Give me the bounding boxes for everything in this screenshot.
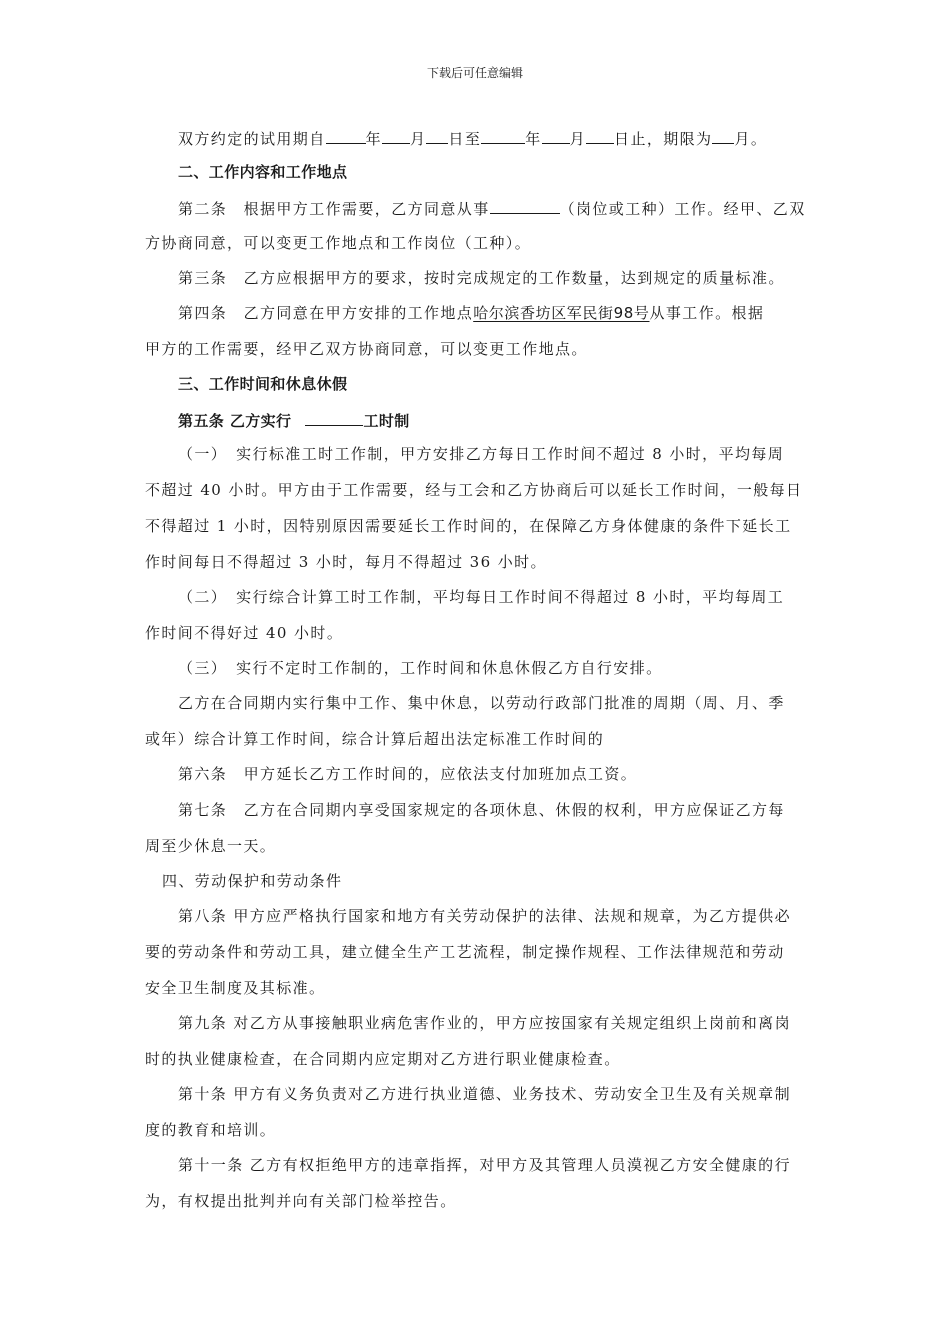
article-2-text-b: （岗位或工种）工作。经甲、乙双 — [559, 200, 806, 218]
item-1-line-2: 不超过 40 小时。甲方由于工作需要，经与工会和乙方协商后可以延长工作时间，一般每日 — [145, 481, 803, 499]
page-header: 下载后可任意编辑 — [426, 66, 523, 80]
item-3: （三） 实行不定时工作制的，工作时间和休息休假乙方自行安排。 — [178, 659, 663, 677]
work-location: 哈尔滨香坊区军民街98号 — [473, 304, 650, 322]
article-11-line-2: 为，有权提出批判并向有关部门检举控告。 — [145, 1192, 457, 1210]
article-4-text-a: 第四条 乙方同意在甲方安排的工作地点 — [178, 304, 474, 322]
article-2-text-a: 第二条 根据甲方工作需要，乙方同意从事 — [178, 200, 490, 218]
probation-text-1: 双方约定的试用期自 — [178, 130, 326, 148]
probation-text-6: 月 — [569, 130, 587, 148]
article-2-line-2: 方协商同意，可以变更工作地点和工作岗位（工种）。 — [145, 234, 532, 252]
item-1-line-4: 作时间每日不得超过 3 小时，每月不得超过 36 小时。 — [145, 553, 547, 571]
probation-text-8: 月。 — [734, 130, 768, 148]
article-4-line-1 — [178, 303, 764, 323]
probation-text-2: 年 — [365, 130, 383, 148]
article-2-line-1 — [178, 197, 806, 219]
blank-work-hours-system — [305, 409, 363, 426]
item-1-line-1: （一） 实行标准工时工作制，甲方安排乙方每日工作时间不超过 8 小时，平均每周 — [178, 445, 785, 463]
article-5 — [178, 409, 410, 431]
blank-position — [490, 197, 560, 214]
article-3: 第三条 乙方应根据甲方的要求，按时完成规定的工作数量，达到规定的质量标准。 — [178, 269, 785, 287]
article-8-line-3: 安全卫生制度及其标准。 — [145, 979, 326, 997]
blank-start-year — [326, 127, 366, 144]
probation-text-3: 月 — [410, 130, 427, 148]
article-6: 第六条 甲方延长乙方工作时间的，应依法支付加班加点工资。 — [178, 765, 638, 783]
article-7-line-1: 第七条 乙方在合同期内享受国家规定的各项休息、休假的权利，甲方应保证乙方每 — [178, 801, 785, 819]
article-5-text-b: 工时制 — [363, 412, 410, 430]
probation-text-5: 年 — [525, 130, 542, 148]
article-7-line-2: 周至少休息一天。 — [145, 837, 277, 855]
article-8-line-2: 要的劳动条件和劳动工具，建立健全生产工艺流程，制定操作规程、工作法律规范和劳动 — [145, 943, 785, 961]
probation-clause — [178, 127, 767, 149]
blank-end-day — [586, 127, 614, 144]
blank-end-month — [542, 127, 570, 144]
section-3-heading: 三、工作时间和休息休假 — [178, 375, 348, 393]
section-2-heading: 二、工作内容和工作地点 — [178, 163, 348, 181]
article-9-line-1: 第九条 对乙方从事接触职业病危害作业的，甲方应按国家有关规定组织上岗前和离岗 — [178, 1014, 791, 1032]
probation-text-4: 日至 — [448, 130, 482, 148]
article-9-line-2: 时的执业健康检查，在合同期内应定期对乙方进行职业健康检查。 — [145, 1050, 621, 1068]
concentrated-line-2: 或年）综合计算工作时间，综合计算后超出法定标准工作时间的 — [145, 730, 605, 748]
blank-period-months — [712, 127, 734, 144]
section-4-heading: 四、劳动保护和劳动条件 — [162, 872, 343, 890]
article-10-line-2: 度的教育和培训。 — [145, 1121, 277, 1139]
blank-start-month — [382, 127, 410, 144]
item-1-line-3: 不得超过 1 小时，因特别原因需要延长工作时间的，在保障乙方身体健康的条件下延长工 — [145, 517, 792, 535]
article-11-line-1: 第十一条 乙方有权拒绝甲方的违章指挥，对甲方及其管理人员漠视乙方安全健康的行 — [178, 1156, 791, 1174]
article-10-line-1: 第十条 甲方有义务负责对乙方进行执业道德、业务技术、劳动安全卫生及有关规章制 — [178, 1085, 791, 1103]
blank-end-year — [481, 127, 525, 144]
concentrated-line-1: 乙方在合同期内实行集中工作、集中休息，以劳动行政部门批准的周期（周、月、季 — [178, 694, 785, 712]
blank-start-day — [426, 127, 448, 144]
article-4-text-b: 从事工作。根据 — [649, 304, 765, 322]
article-4-line-2: 甲方的工作需要，经甲乙双方协商同意，可以变更工作地点。 — [145, 340, 588, 358]
article-5-text-a: 第五条 乙方实行 — [178, 412, 292, 430]
item-2-line-1: （二） 实行综合计算工时工作制，平均每日工作时间不得超过 8 小时，平均每周工 — [178, 588, 785, 606]
article-8-line-1: 第八条 甲方应严格执行国家和地方有关劳动保护的法律、法规和规章，为乙方提供必 — [178, 907, 791, 925]
probation-text-7: 日止，期限为 — [614, 130, 713, 148]
item-2-line-2: 作时间不得好过 40 小时。 — [145, 624, 344, 642]
